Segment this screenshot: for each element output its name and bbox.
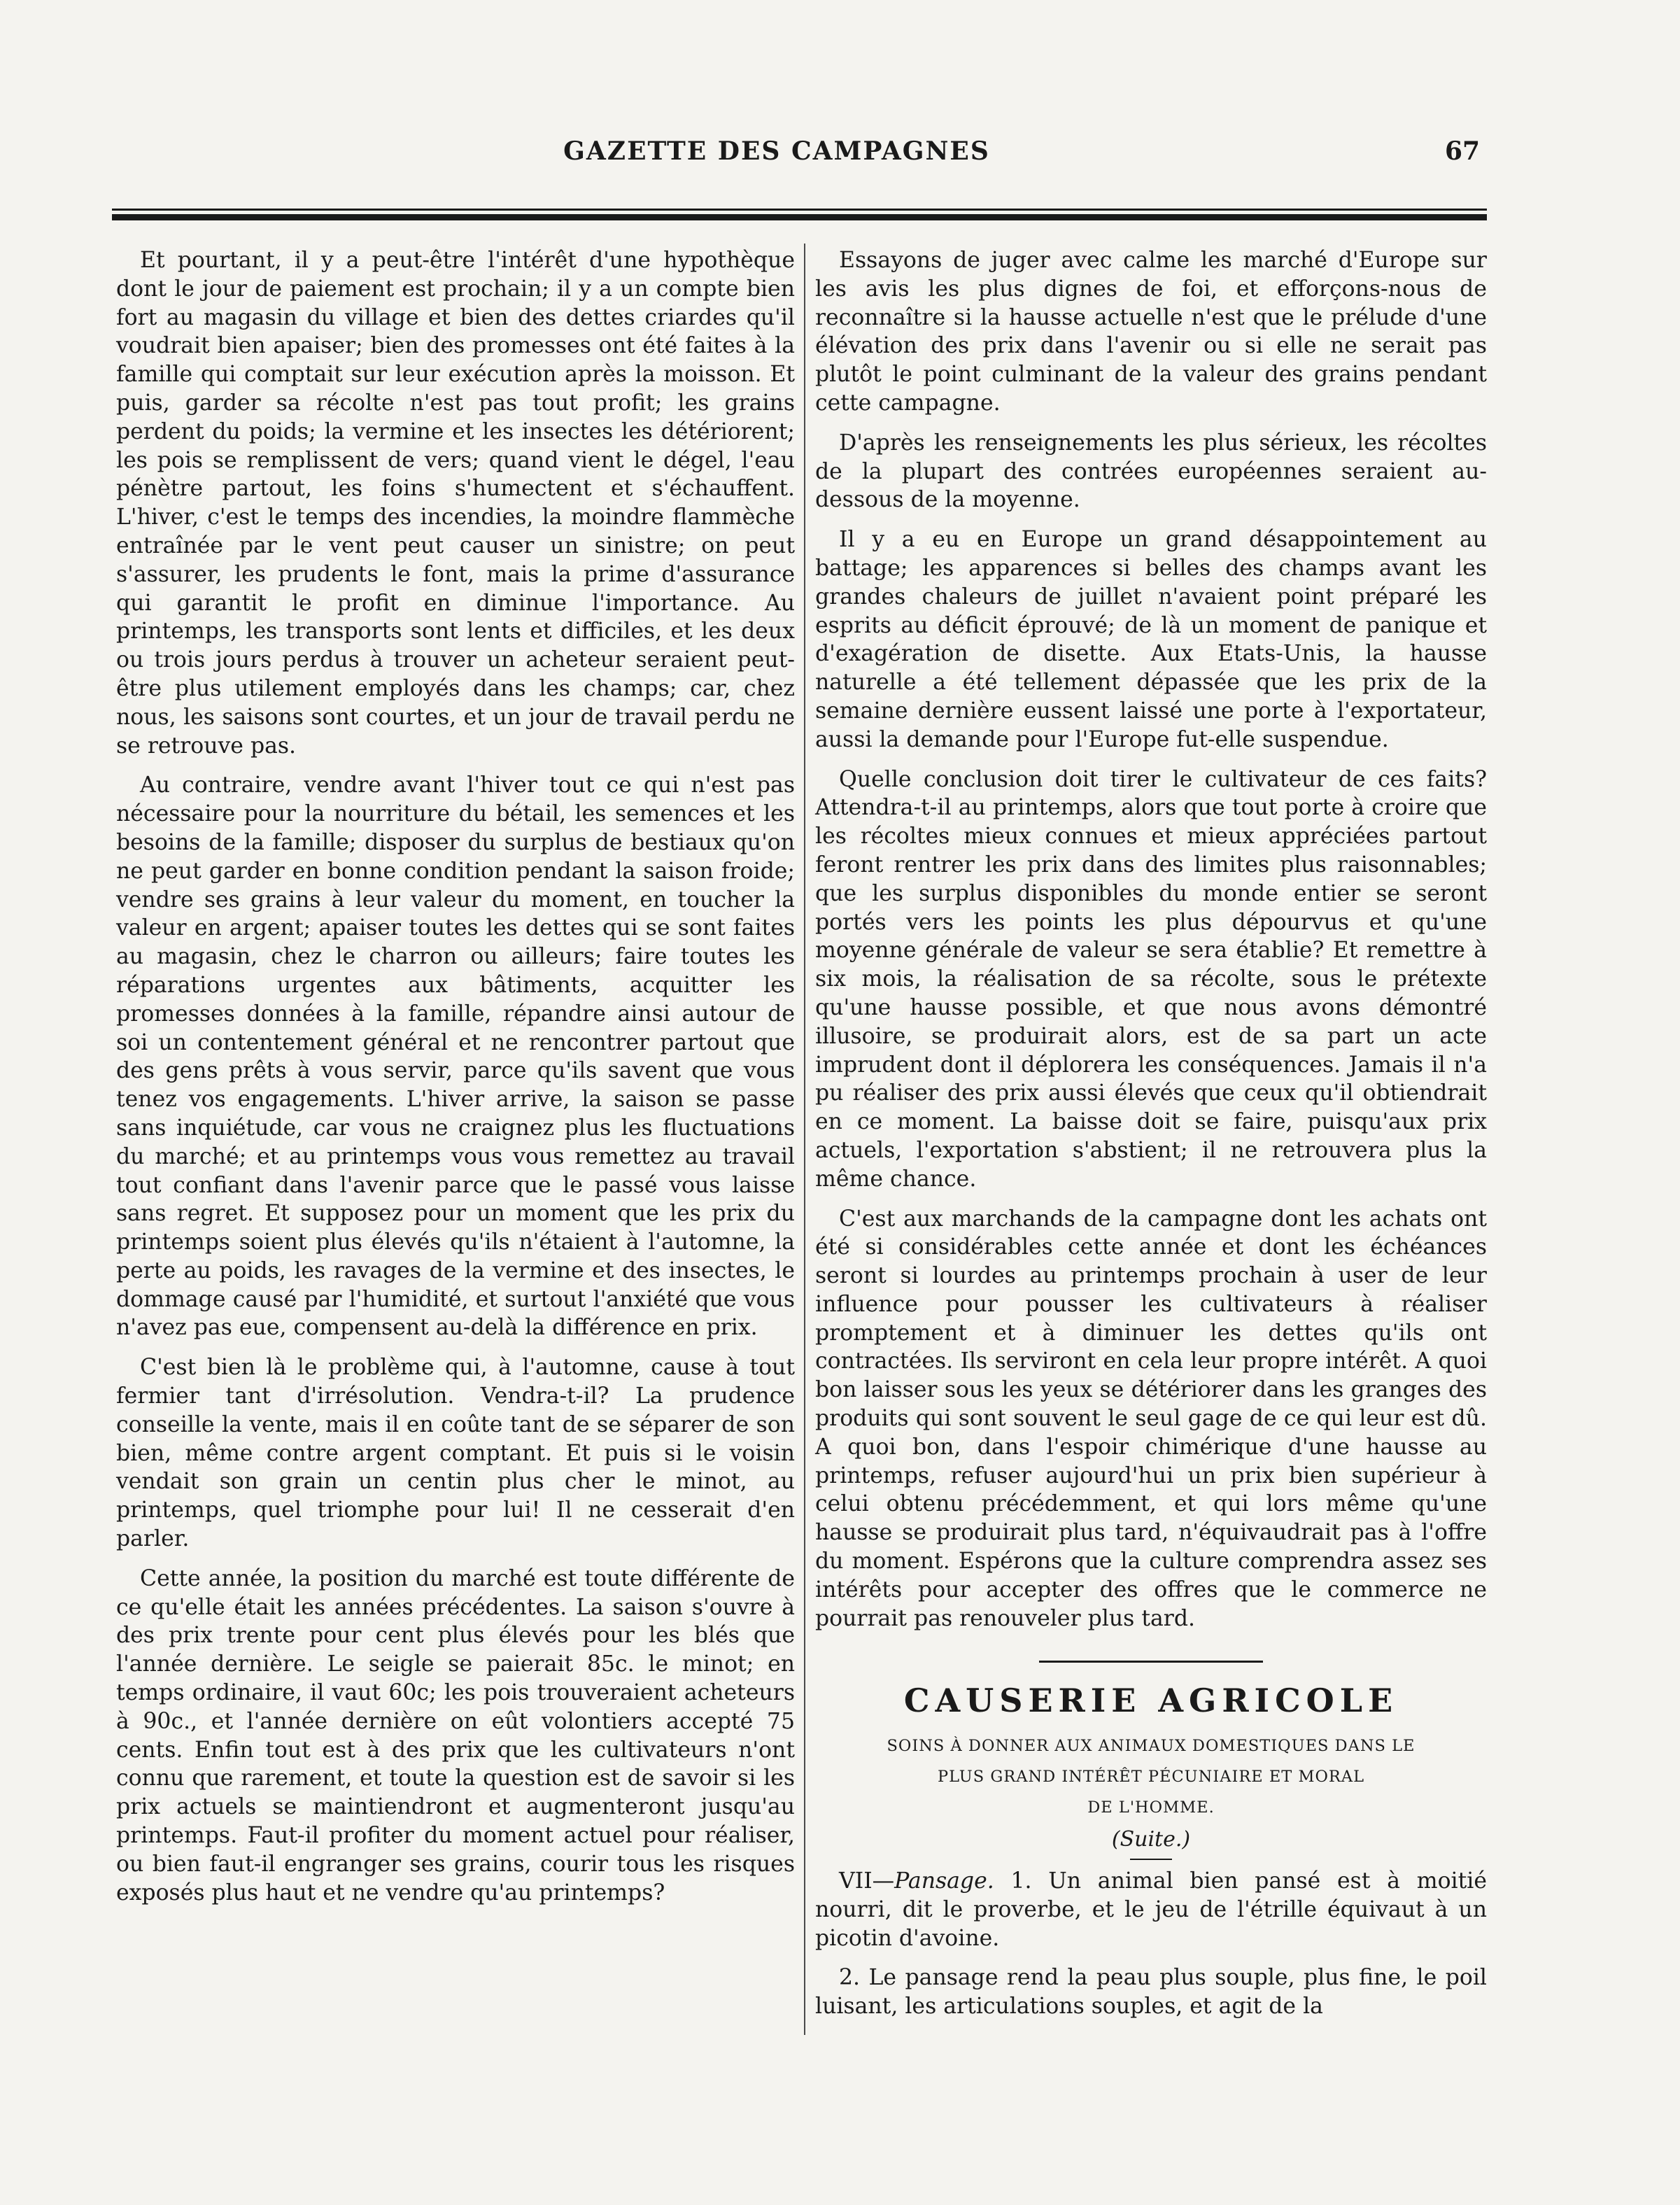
running-title: GAZETTE DES CAMPAGNES — [563, 136, 990, 166]
paragraph: D'après les renseignements les plus sérieux, les récoltes de la plupart des contrées européennes seraient au-dessous de la moyenne. — [815, 430, 1487, 513]
left-column — [116, 246, 795, 1907]
section-title: CAUSERIE AGRICOLE — [903, 1682, 1399, 1720]
paragraph: Et pourtant, il y a peut-être l'intérêt d'une hypothèque dont le jour de paiement est prochain; il y a un compte bien fort au magasin du village et bien des dettes criardes qu'il voudrait bien apaiser; bien des promesses ont été faites à la famille qui comptait sur leur exécution après la moisson. Et puis, garder sa récolte n'est pas tout profit; les grains perdent du poids; la vermine et les insectes les détériorent; les pois se remplissent de vers; quand vient le dégel, l'eau pénètre partout, les foins s'humectent et s'échauffent. L'hiver, c'est le temps des incendies, la moindre flammèche entraînée par le vent peut causer un sinistre; on peut s'assurer, les prudents le font, mais la prime d'assurance qui garantit le profit en diminue l'importance. Au printemps, les transports sont lents et difficiles, et les deux ou trois jours perdus à trouver un acheteur seraient peut-être plus utilement employés dans les champs; car, chez nous, les saisons sont courtes, et un jour de travail perdu ne se retrouve pas. — [116, 248, 795, 759]
paragraph: Quelle conclusion doit tirer le cultivateur de ces faits? Attendra-t-il au printemps, alors que tout porte à croire que les récoltes mieux connues et mieux appréciées partout feront rentrer les prix dans des limites plus raisonnables; que les surplus disponibles du monde entier se seront portés vers les points les plus dépourvus et qu'une moyenne générale de valeur se sera établie? Et remettre à six mois, la réalisation de sa récolte, sous le prétexte qu'une hausse possible, et que nous avons démontré illusoire, se produirait alors, est de sa part un acte imprudent dont il déplorera les conséquences. Jamais il n'a pu réaliser des prix aussi élevés que ceux qu'il obtiendrait en ce moment. La baisse doit se faire, puisqu'aux prix actuels, l'exportation s'abstient; il ne retrouvera plus la même chance. — [815, 766, 1487, 1192]
article-item: 2. Le pansage rend la peau plus souple, plus fine, le poil luisant, les articulations souples, et agit de la — [815, 1965, 1487, 2020]
paragraph: Cette année, la position du marché est toute différente de ce qu'elle était les années précédentes. La saison s'ouvre à des prix trente pour cent plus élevés pour les blés que l'année dernière. Le seigle se paierait 85c. le minot; en temps ordinaire, il vaut 60c; les pois trouveraient acheteurs à 90c., et l'année dernière on eût volontiers accepté 75 cents. Enfin tout est à des prix que les cultivateurs n'ont connu que rarement, et toute la question est de savoir si les prix actuels se maintiendront et augmenteront jusqu'au printemps. Faut-il profiter du moment actuel pour réaliser, ou bien faut-il engranger ses grains, courir tous les risques exposés plus haut et ne vendre qu'au printemps? — [116, 1565, 795, 1905]
item-heading: Pansage. — [894, 1868, 994, 1894]
header-rule-thin — [112, 209, 1487, 211]
page-number: 67 — [1445, 136, 1481, 166]
paragraph: C'est aux marchands de la campagne dont les achats ont été si considérables cette année et dont les échéances seront si lourdes au printemps prochain à user de leur influence pour pousser les cultivateurs à réaliser promptement et à diminuer les dettes qu'ils ont contractées. Ils serviront en cela leur propre intérêt. A quoi bon laisser sous les yeux se détériorer dans les granges des produits qui sont souvent le seul gage de ce qui leur est dû. A quoi bon, dans l'espoir chimérique d'une hausse au printemps, refuser aujourd'hui un prix bien supérieur à celui obtenu précédemment, et qui lors même qu'une hausse se produirait plus tard, n'équivaudrait pas à l'offre du moment. Espérons que la culture comprendra assez ses intérêts pour accepter des offres que le commerce ne pourrait pas renouveler plus tard. — [815, 1206, 1487, 1631]
continued-label: (Suite.) — [1111, 1827, 1191, 1852]
short-rule — [1130, 1859, 1172, 1860]
paragraph: C'est bien là le problème qui, à l'automne, cause à tout fermier tant d'irrésolution. Vendra-t-il? La prudence conseille la vente, mais il en coûte tant de se séparer de son bien, même contre argent comptant. Et puis si le voisin vendait son grain un centin plus cher le minot, au printemps, quel triomphe pour lui! Il ne cesserait d'en parler. — [116, 1355, 795, 1552]
section-subtitle: SOINS À DONNER AUX ANIMAUX DOMESTIQUES DANS LE — [887, 1737, 1416, 1756]
section-subtitle: DE L'HOMME. — [1087, 1798, 1215, 1817]
item-number: VII— — [839, 1868, 895, 1894]
right-column — [815, 246, 1487, 2021]
header-rule-thick — [112, 214, 1487, 220]
item-text: 1. Un animal bien pansé est à moitié nourri, dit le proverbe, et le jeu de l'étrille équivaut à un picotin d'avoine. — [815, 1868, 1487, 1951]
section-subtitle: PLUS GRAND INTÉRÊT PÉCUNIAIRE ET MORAL — [937, 1768, 1365, 1787]
paragraph: Il y a eu en Europe un grand désappointement au battage; les apparences si belles des champs avant les grandes chaleurs de juillet n'avaient point préparé les esprits au déficit éprouvé; de là un moment de panique et d'exagération de disette. Aux Etats-Unis, la hausse naturelle a été tellement dépassée que les prix de la semaine dernière eussent laissé une porte à l'exportateur, aussi la demande pour l'Europe fut-elle suspendue. — [815, 527, 1487, 752]
paragraph: Essayons de juger avec calme les marché d'Europe sur les avis les plus dignes de foi, et efforçons-nous de reconnaître si la hausse actuelle n'est que le prélude d'une élévation des prix dans l'avenir ou si elle ne serait pas plutôt le point culminant de la valeur des grains pendant cette campagne. — [815, 248, 1487, 416]
paragraph: Au contraire, vendre avant l'hiver tout ce qui n'est pas nécessaire pour la nourriture du bétail, les semences et les besoins de la famille; disposer du surplus de bestiaux qu'on ne peut garder en bonne condition pendant la saison froide; vendre ses grains à leur valeur du moment, en toucher la valeur en argent; apaiser toutes les dettes qui se sont faites au magasin, chez le charron ou ailleurs; faire toutes les réparations urgentes aux bâtiments, acquitter les promesses données à la famille, répandre ainsi autour de soi un contentement général et ne rencontrer partout que des gens prêts à vous servir, parce qu'ils savent que vous tenez vos engagements. L'hiver arrive, la saison se passe sans inquiétude, car vous ne craignez plus les fluctuations du marché; et au printemps vous vous remettez au travail tout confiant dans l'avenir parce que le passé vous laisse sans regret. Et supposez pour un moment que les prix du printemps soient plus élevés qu'ils n'étaient à l'automne, la perte au poids, les ravages de la vermine et des insectes, le dommage causé par l'humidité, et surtout l'anxiété que vous n'avez pas eue, compensent au-delà la différence en prix. — [116, 773, 795, 1341]
column-divider — [804, 244, 805, 2035]
section-rule — [1039, 1661, 1263, 1663]
article-item — [815, 1867, 1487, 1952]
